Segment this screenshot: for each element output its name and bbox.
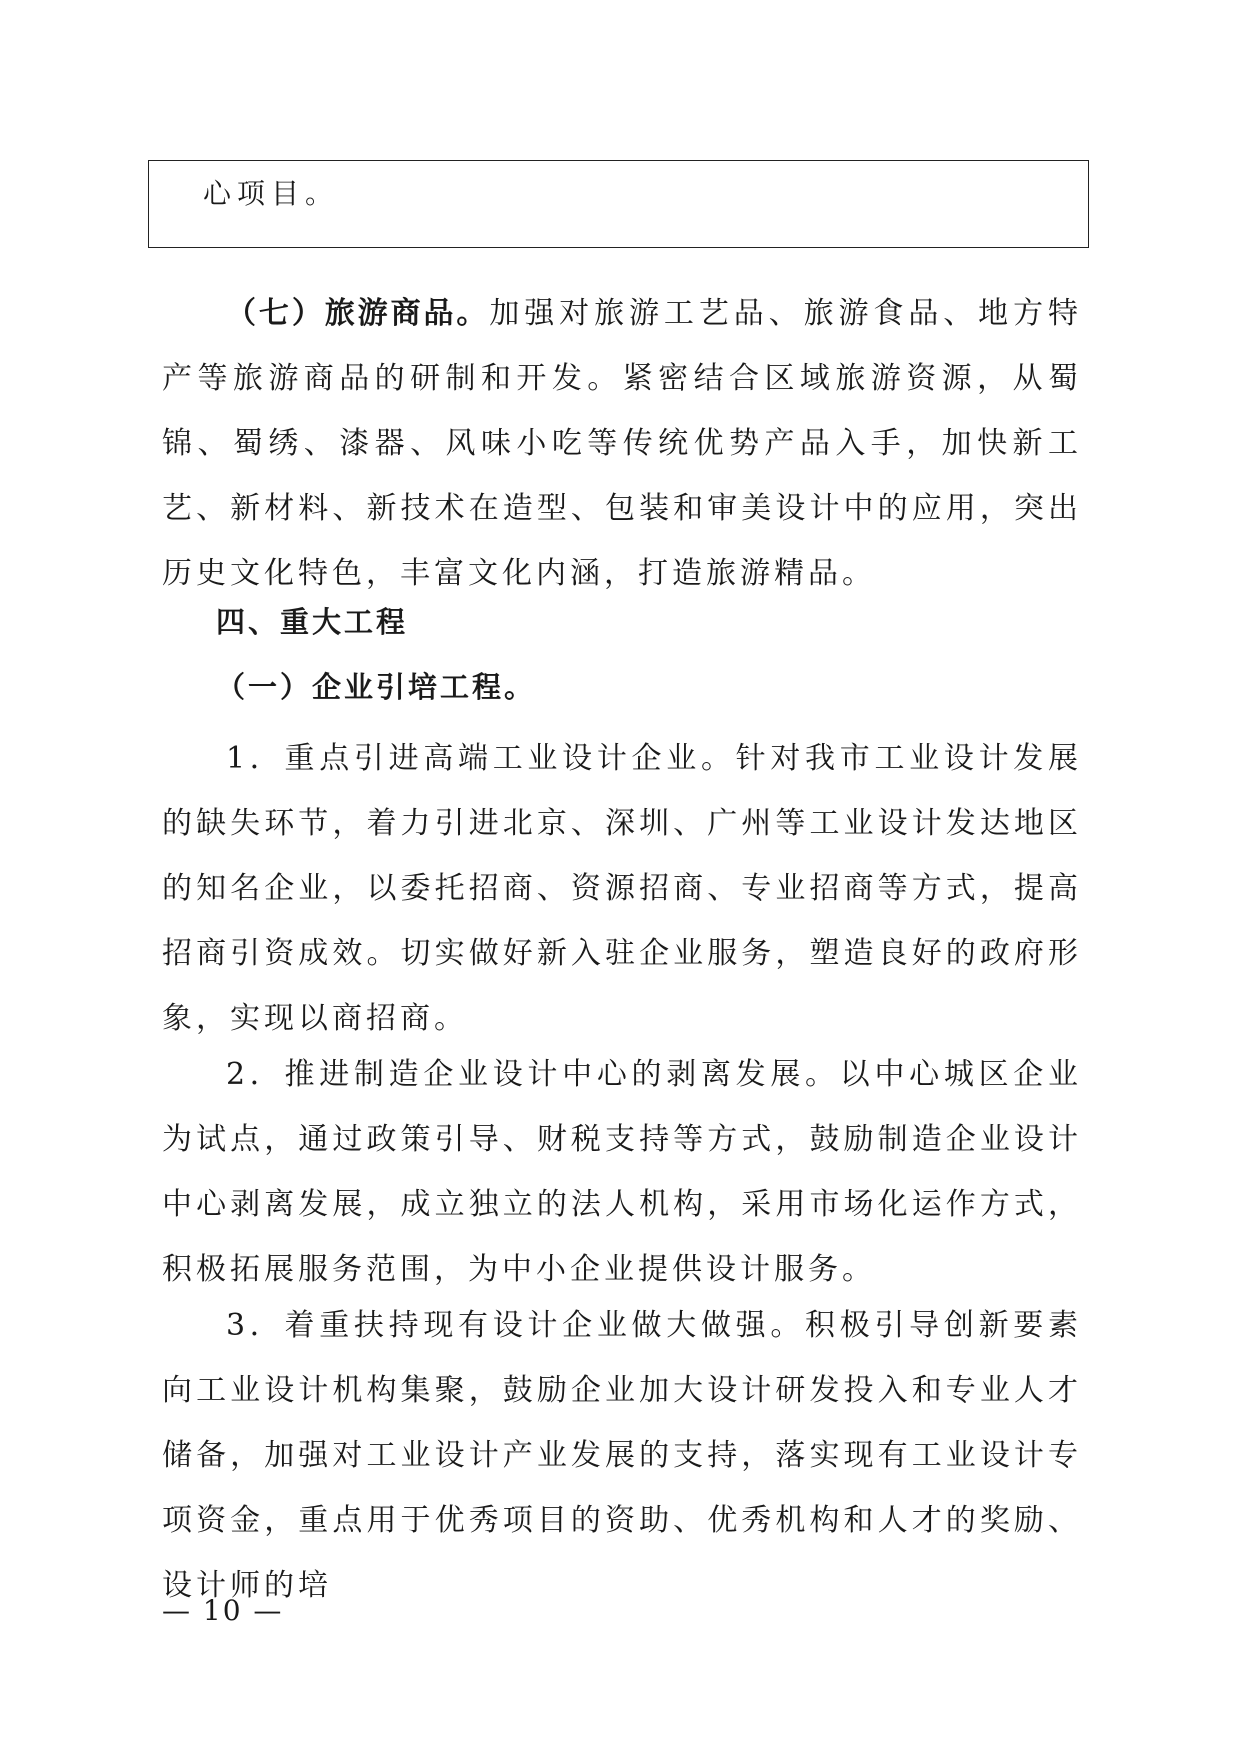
paragraph-tourism-goods (162, 281, 1082, 606)
list-item-1: 1．重点引进高端工业设计企业。针对我市工业设计发展的缺失环节，着力引进北京、深圳、广州等工业设计发达地区的知名企业，以委托招商、资源招商、专业招商等方式，提高招商引资成效。切实做好新入驻企业服务，塑造良好的政府形象，实现以商招商。 (162, 741, 1082, 1036)
subsection-heading: （一）企业引培工程。 (216, 670, 537, 704)
list-item-3: 3．着重扶持现有设计企业做大做强。积极引导创新要素向工业设计机构集聚，鼓励企业加大设计研发投入和专业人才储备，加强对工业设计产业发展的支持，落实现有工业设计专项资金，重点用于优秀项目的资助、优秀机构和人才的奖励、设计师的培 (162, 1308, 1082, 1603)
bordered-box (148, 160, 1089, 248)
box-text: 心项目。 (203, 177, 340, 210)
paragraph-lead: （七）旅游商品。 (226, 296, 490, 331)
list-item-2: 2．推进制造企业设计中心的剥离发展。以中心城区企业为试点，通过政策引导、财税支持等方式，鼓励制造企业设计中心剥离发展，成立独立的法人机构，采用市场化运作方式，积极拓展服务范围，为中小企业提供设计服务。 (162, 1057, 1082, 1287)
paragraph-body: 加强对旅游工艺品、旅游食品、地方特产等旅游商品的研制和开发。紧密结合区域旅游资源，从蜀锦、蜀绣、漆器、风味小吃等传统优势产品入手，加快新工艺、新材料、新技术在造型、包装和审美设计中的应用，突出历史文化特色，丰富文化内涵，打造旅游精品。 (162, 296, 1083, 591)
section-heading: 四、重大工程 (216, 605, 409, 639)
page-number: — 10 — (162, 1594, 284, 1627)
